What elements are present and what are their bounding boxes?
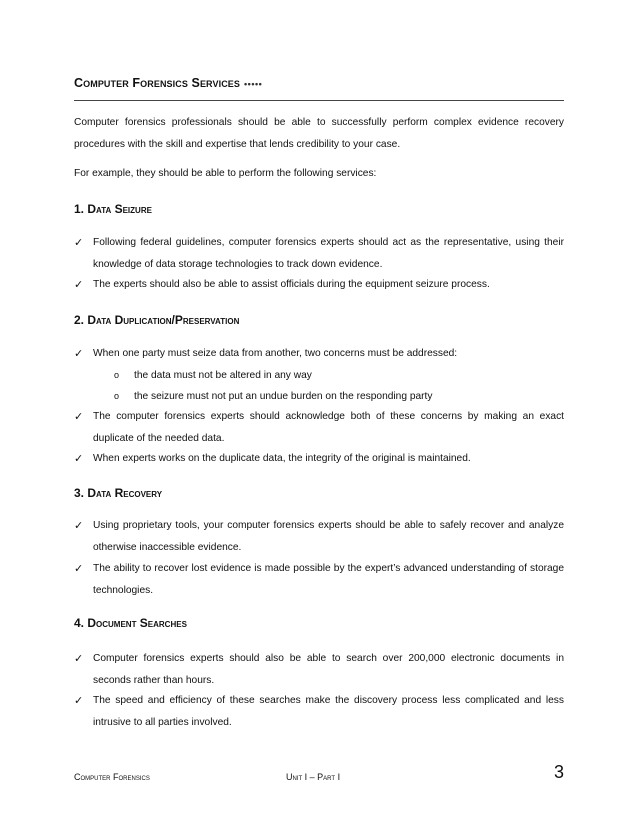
checkmark-icon: ✓ [74,237,84,249]
document-page [74,0,564,826]
section-heading-data-seizure: 1. Data Seizure [74,202,152,216]
checkmark-icon: ✓ [74,520,84,532]
list-item-text: Computer forensics experts should also be able to search over 200,000 electronic documents in seconds rather than hours. [93,653,564,686]
sub-list-item-text: the data must not be altered in any way [134,370,312,381]
checkmark-icon: ✓ [74,348,84,360]
page-title [74,76,262,90]
list-item [74,690,564,734]
list-item [74,406,564,450]
circle-bullet-icon: o [114,370,120,380]
list-item-text: Following federal guidelines, computer forensics experts should act as the representative, using their knowledge of data storage technologies to track down evidence. [93,237,564,270]
checkmark-icon: ✓ [74,453,84,465]
checkmark-icon: ✓ [74,279,84,291]
section-heading-document-searches: 4. Document Searches [74,616,187,630]
footer-course-name: Computer Forensics [74,772,150,782]
list-item [74,515,564,559]
list-item-text: The ability to recover lost evidence is made possible by the expert’s advanced understanding of storage technologies. [93,563,564,596]
page-number: 3 [553,762,564,782]
list-item-text: The experts should also be able to assist officials during the equipment seizure process. [93,279,490,290]
checkmark-icon: ✓ [74,653,84,665]
list-item [74,343,564,365]
checkmark-icon: ✓ [74,411,84,423]
title-text: Computer Forensics Services [74,76,241,90]
sub-list-item [114,364,554,387]
title-decoration: ••••• [244,79,263,89]
section-heading-data-duplication: 2. Data Duplication/Preservation [74,313,240,327]
footer-unit-label: Unit I – Part I [286,772,341,782]
list-item-text: The speed and efficiency of these searches make the discovery process less complicated and less intrusive to all parties involved. [93,695,564,728]
list-item [74,274,564,296]
checkmark-icon: ✓ [74,563,84,575]
sub-list-item-text: the seizure must not put an undue burden on the responding party [134,391,433,402]
list-item-text: When experts works on the duplicate data, the integrity of the original is maintained. [93,453,471,464]
intro-lead-in: For example, they should be able to perform the following services: [74,168,377,179]
sub-list-item [114,385,554,408]
circle-bullet-icon: o [114,391,120,401]
list-item [74,448,564,470]
title-rule [74,100,564,101]
list-item [74,558,564,602]
list-item-text: Using proprietary tools, your computer forensics experts should be able to safely recover and analyze otherwise inaccessible evidence. [93,520,564,553]
list-item-text: When one party must seize data from another, two concerns must be addressed: [93,348,458,359]
intro-paragraph: Computer forensics professionals should be able to successfully perform complex evidence recovery procedures with the skill and expertise that lends credibility to your case. [74,117,564,150]
checkmark-icon: ✓ [74,695,84,707]
list-item [74,232,564,276]
list-item [74,648,564,692]
list-item-text: The computer forensics experts should acknowledge both of these concerns by making an exact duplicate of the needed data. [93,411,564,444]
section-heading-data-recovery: 3. Data Recovery [74,486,163,500]
